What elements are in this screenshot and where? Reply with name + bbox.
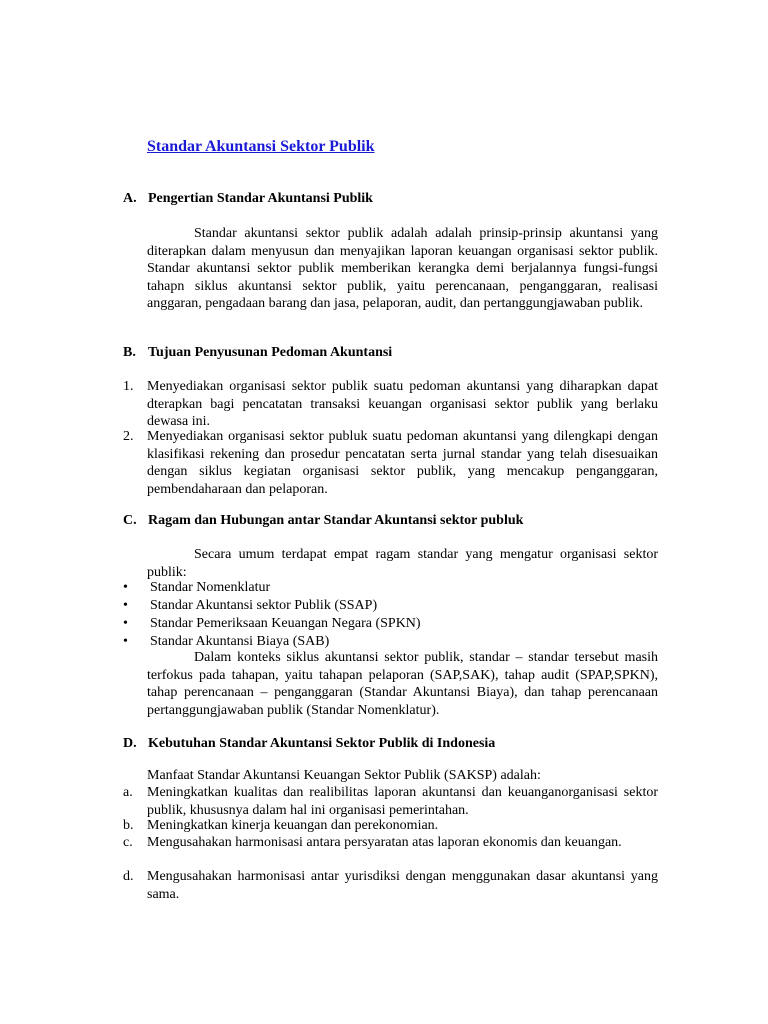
section-a-label: A.: [123, 191, 137, 206]
bullet-text: Standar Nomenklatur: [150, 580, 271, 595]
list-marker: d.: [123, 869, 134, 884]
section-d-intro: Manfaat Standar Akuntansi Keuangan Sektor Publik (SAKSP) adalah:: [147, 768, 541, 783]
list-marker: b.: [123, 818, 134, 833]
list-item-text: Meningkatkan kinerja keuangan dan perekonomian.: [147, 818, 439, 833]
section-a-title: Pengertian Standar Akuntansi Publik: [148, 191, 373, 206]
list-item: [123, 597, 658, 615]
section-c-intro: Secara umum terdapat empat ragam standar yang mengatur organisasi sektor publik:: [147, 547, 658, 580]
section-c-label: C.: [123, 513, 137, 528]
bullet-text: Standar Pemeriksaan Keuangan Negara (SPKN): [150, 616, 421, 631]
bullet-icon: •: [123, 598, 128, 613]
bullet-icon: •: [123, 616, 128, 631]
list-item-text: Mengusahakan harmonisasi antar yurisdiksi dengan menggunakan dasar akuntansi yang sama.: [147, 869, 658, 902]
list-item: [123, 615, 658, 633]
bullet-icon: •: [123, 634, 128, 649]
section-d-heading: [123, 735, 663, 753]
section-c-heading: [123, 512, 663, 530]
list-item-text: Mengusahakan harmonisasi antara persyaratan atas laporan ekonomis dan keuangan.: [147, 835, 622, 850]
section-b-heading: [123, 344, 663, 362]
bullet-icon: •: [123, 580, 128, 595]
list-item-text: Menyediakan organisasi sektor publik suatu pedoman akuntansi yang diharapkan dapat dterapkan bagi pencatatan transaksi keuangan organisasi sektor publik yang berlaku dewasa ini.: [147, 379, 658, 429]
section-a-heading: [123, 190, 663, 208]
list-marker: 2.: [123, 429, 134, 444]
bullet-text: Standar Akuntansi Biaya (SAB): [150, 634, 330, 649]
section-b-title: Tujuan Penyusunan Pedoman Akuntansi: [148, 345, 393, 360]
section-a-paragraph: Standar akuntansi sektor publik adalah adalah prinsip-prinsip akuntansi yang diterapkan dalam menyusun dan menyajikan laporan keuangan organisasi sektor publik. Standar akuntansi sektor publik memberikan kerangka demi berjalannya fungsi-fungsi tahapn siklus akuntansi sektor publik, yaitu perencanaan, penganggaran, realisasi anggaran, pengadaan barang dan jasa, pelaporan, audit, dan pertanggungjawaban publik.: [147, 226, 658, 311]
list-marker: c.: [123, 835, 133, 850]
section-d-label: D.: [123, 736, 137, 751]
bullet-text: Standar Akuntansi sektor Publik (SSAP): [150, 598, 378, 613]
document-title[interactable]: Standar Akuntansi Sektor Publik: [147, 138, 375, 155]
list-marker: 1.: [123, 379, 134, 394]
section-c-paragraph: Dalam konteks siklus akuntansi sektor publik, standar – standar tersebut masih terfokus pada tahapan, yaitu tahapan pelaporan (SAP,SAK), tahap audit (SPAP,SPKN), tahap perencanaan – penganggaran (Standar Akuntansi Biaya), dan tahap perencanaan pertanggungjawaban publik (Standar Nomenklatur).: [147, 650, 658, 718]
list-marker: a.: [123, 785, 133, 800]
list-item: [123, 579, 658, 597]
section-b-label: B.: [123, 345, 136, 360]
list-item-text: Meningkatkan kualitas dan realibilitas laporan akuntansi dan keuanganorganisasi sektor publik, khususnya dalam hal ini organisasi pemerintahan.: [147, 785, 658, 818]
list-item-text: Menyediakan organisasi sektor publuk suatu pedoman akuntansi yang dilengkapi dengan klasifikasi rekening dan prosedur pencatatan serta jurnal standar yang telah disesuaikan dengan siklus kegiatan organisasi sektor publik, yang mencakup penganggaran, pembendaharaan dan pelaporan.: [147, 429, 658, 497]
section-c-title: Ragam dan Hubungan antar Standar Akuntansi sektor publuk: [148, 513, 524, 528]
section-d-title: Kebutuhan Standar Akuntansi Sektor Publik di Indonesia: [148, 736, 496, 751]
